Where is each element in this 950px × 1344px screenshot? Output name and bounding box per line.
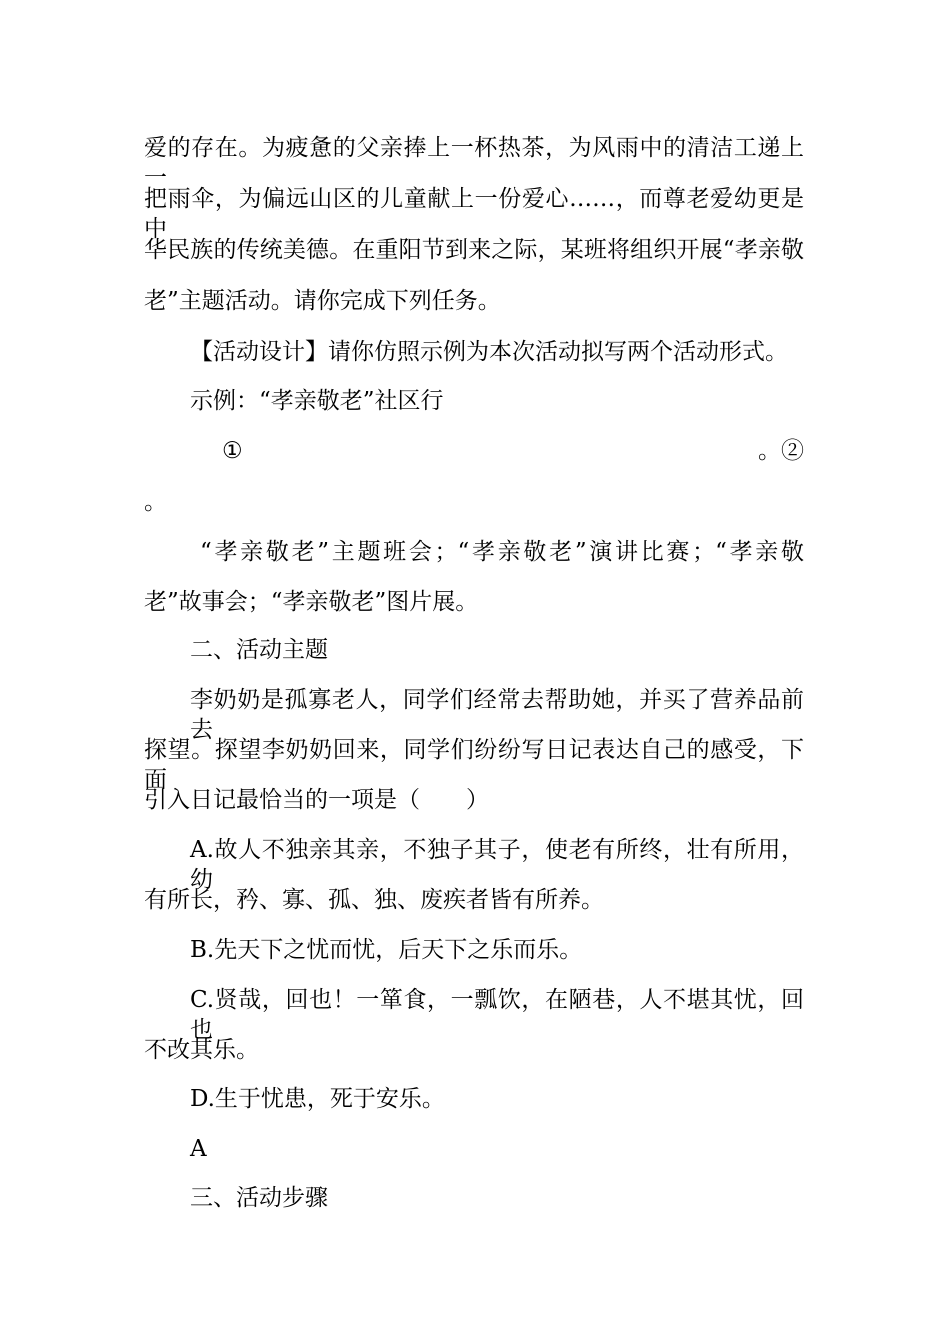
- intro-line-4: 老”主题活动。请你完成下列任务。: [144, 288, 501, 314]
- section-3-heading: 三、活动步骤: [190, 1185, 328, 1211]
- option-b: B.先天下之忧而忧，后天下之乐而乐。: [190, 937, 583, 963]
- answer-1-line-1: “孝亲敬老”主题班会；“孝亲敬老”演讲比赛；“孝亲敬: [200, 539, 804, 565]
- intro-line-2: 把雨伞，为偏远山区的儿童献上一份爱心……，而尊老爱幼更是中: [144, 186, 804, 242]
- option-a-line-1: A.故人不独亲其亲，不独子其子，使老有所终，壮有所用，幼: [190, 837, 804, 893]
- option-c-line-1: C.贤哉，回也！一箪食，一瓢饮，在陋巷，人不堪其忧，回也: [190, 987, 804, 1043]
- question-line-1: 李奶奶是孤寡老人，同学们经常去帮助她，并买了营养品前去: [190, 687, 804, 743]
- question-line-3: 引入日记最恰当的一项是（ ）: [144, 787, 489, 813]
- blank-1-marker: ①: [222, 438, 243, 464]
- blank-2-marker: 。②: [758, 438, 804, 464]
- blank-2-end: 。: [144, 489, 167, 515]
- intro-line-1: 爱的存在。为疲惫的父亲捧上一杯热茶，为风雨中的清洁工递上一: [144, 135, 804, 191]
- question-line-2: 探望。探望李奶奶回来，同学们纷纷写日记表达自己的感受，下面: [144, 737, 804, 793]
- fill-blank-row: [144, 436, 804, 466]
- intro-line-3: 华民族的传统美德。在重阳节到来之际，某班将组织开展“孝亲敬: [144, 237, 804, 263]
- option-a-line-2: 有所长，矜、寡、孤、独、废疾者皆有所养。: [144, 887, 604, 913]
- answer-1-line-2: 老”故事会；“孝亲敬老”图片展。: [144, 589, 479, 615]
- option-d: D.生于忧患，死于安乐。: [190, 1086, 445, 1112]
- answer-2: A: [190, 1136, 207, 1162]
- section-2-heading: 二、活动主题: [190, 637, 328, 663]
- activity-example: 示例：“孝亲敬老”社区行: [190, 388, 444, 414]
- activity-design-prompt: 【活动设计】请你仿照示例为本次活动拟写两个活动形式。: [190, 339, 788, 365]
- option-c-line-2: 不改其乐。: [144, 1037, 259, 1063]
